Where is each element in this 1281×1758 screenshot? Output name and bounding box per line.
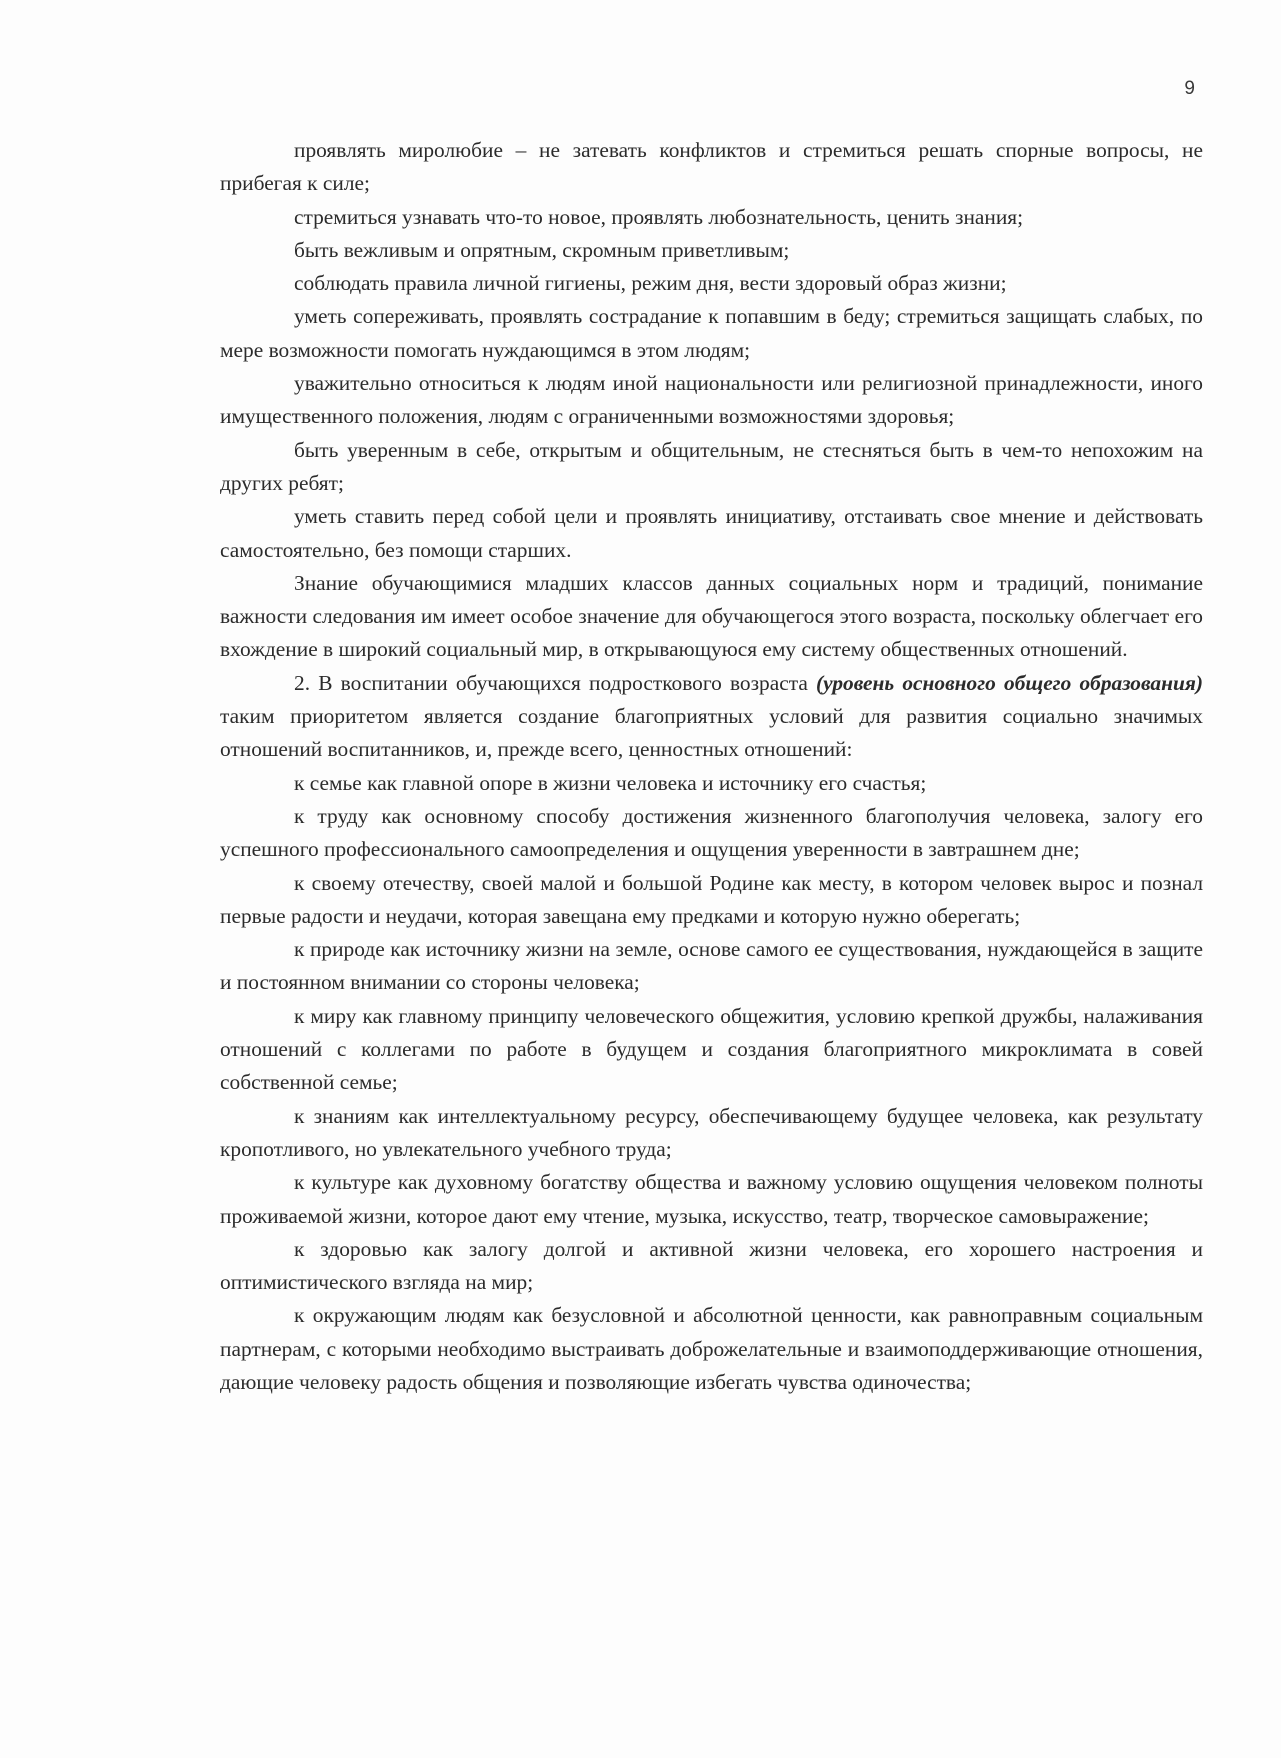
value-item: к семье как главной опоре в жизни человека и источнику его счастья; xyxy=(294,770,927,795)
paragraph: стремиться узнавать что-то новое, проявлять любознательность, ценить знания; xyxy=(294,204,1024,229)
value-item: к культуре как духовному богатству общества и важному условию ощущения человеком полноты проживаемой жизни, которое дают ему чтение, музыка, искусство, театр, творческое самовыражение; xyxy=(220,1170,1203,1228)
paragraph: уметь ставить перед собой цели и проявлять инициативу, отстаивать свое мнение и действовать самостоятельно, без помощи старших. xyxy=(220,504,1203,562)
document-body xyxy=(220,134,1203,1399)
value-item: к своему отечеству, своей малой и большой Родине как месту, в котором человек вырос и познал первые радости и неудачи, которая завещана ему предками и которую нужно оберегать; xyxy=(220,870,1203,928)
value-item: к окружающим людям как безусловной и абсолютной ценности, как равноправным социальным партнерам, с которыми необходимо выстраивать доброжелательные и взаимоподдерживающие отношения, дающие человеку радость общения и позволяющие избегать чувства одиночества; xyxy=(220,1303,1203,1394)
paragraph: уважительно относиться к людям иной национальности или религиозной принадлежности, иного имущественного положения, людям с ограниченными возможностями здоровья; xyxy=(220,371,1203,429)
paragraph: быть уверенным в себе, открытым и общительным, не стесняться быть в чем-то непохожим на других ребят; xyxy=(220,437,1203,495)
value-item: к здоровью как залогу долгой и активной жизни человека, его хорошего настроения и оптимистического взгляда на мир; xyxy=(220,1236,1203,1295)
value-item: к труду как основному способу достижения жизненного благополучия человека, залогу его успешного профессионального самоопределения и ощущения уверенности в завтрашнем дне; xyxy=(220,803,1203,862)
paragraph: проявлять миролюбие – не затевать конфликтов и стремиться решать спорные вопросы, не прибегая к силе; xyxy=(220,138,1203,196)
paragraph: соблюдать правила личной гигиены, режим дня, вести здоровый образ жизни; xyxy=(294,271,1007,296)
emphasis-education-level: (уровень основного общего образования) xyxy=(816,670,1203,695)
page-number: 9 xyxy=(1184,78,1195,99)
paragraph-intro: 2. В воспитании обучающихся подросткового возраста xyxy=(294,670,817,695)
paragraph-continuation: таким приоритетом является создание благоприятных условий для развития социально значимых отношений воспитанников, и, прежде всего, ценностных отношений: xyxy=(220,704,1203,762)
paragraph: Знание обучающимися младших классов данных социальных норм и традиций, понимание важности следования им имеет особое значение для обучающегося этого возраста, поскольку облегчает его вхождение в широкий социальный мир, в открывающуюся ему систему общественных отношений. xyxy=(220,570,1203,662)
paragraph: быть вежливым и опрятным, скромным приветливым; xyxy=(294,237,790,262)
value-item: к миру как главному принципу человеческого общежития, условию крепкой дружбы, налаживания отношений с коллегами по работе в будущем и создания благоприятного микроклимата в совей собственной семье; xyxy=(220,1003,1203,1095)
value-item: к природе как источнику жизни на земле, основе самого ее существования, нуждающейся в защите и постоянном внимании со стороны человека; xyxy=(220,937,1203,995)
paragraph-education-level xyxy=(220,667,1203,767)
paragraph: уметь сопереживать, проявлять сострадание к попавшим в беду; стремиться защищать слабых, по мере возможности помогать нуждающимся в этом людям; xyxy=(220,304,1203,362)
value-item: к знаниям как интеллектуальному ресурсу, обеспечивающему будущее человека, как результату кропотливого, но увлекательного учебного труда; xyxy=(220,1103,1203,1161)
